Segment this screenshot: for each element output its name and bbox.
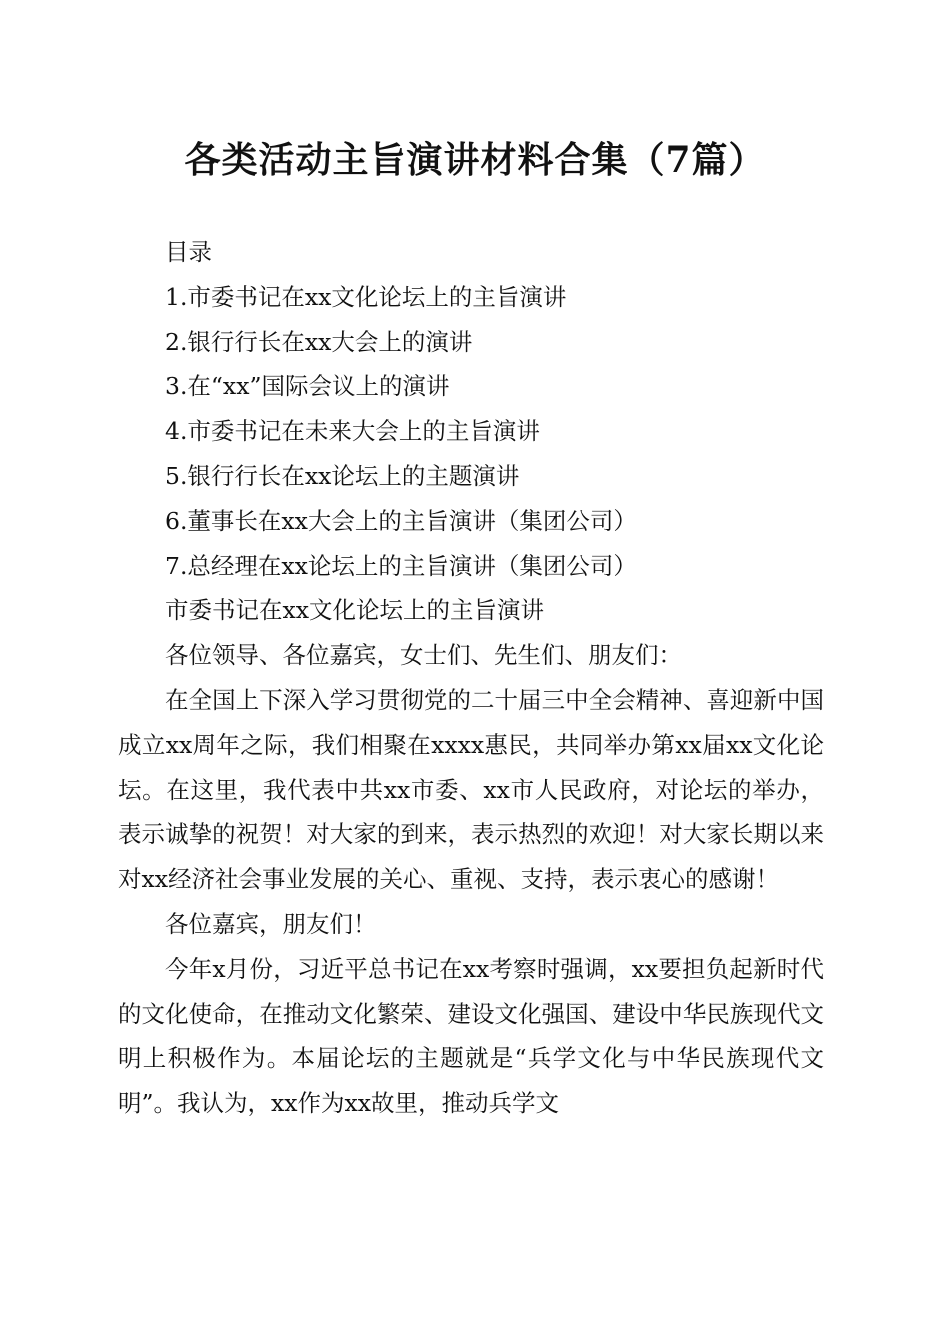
salutation-paragraph: 各位领导、各位嘉宾，女士们、先生们、朋友们：: [165, 641, 682, 670]
body-paragraph: 今年x月份，习近平总书记在xx考察时强调，xx要担负起新时代的文化使命，在推动文化繁荣、建设文化强国、建设中华民族现代文明上积极作为。本届论坛的主题就是“兵学文化与中华民族现代文明”。我认为，xx作为xx故里，推动兵学文: [118, 954, 824, 1118]
salutation-paragraph: 各位嘉宾，朋友们！: [165, 909, 377, 938]
section-title: 市委书记在xx文化论坛上的主旨演讲: [165, 596, 545, 625]
toc-item: 6.董事长在xx大会上的主旨演讲（集团公司）: [165, 506, 637, 535]
toc-item: 4.市委书记在未来大会上的主旨演讲: [165, 417, 540, 446]
toc-item: 5.银行行长在xx论坛上的主题演讲: [165, 461, 520, 490]
toc-item: 1.市委书记在xx文化论坛上的主旨演讲: [165, 282, 567, 311]
document-title: 各类活动主旨演讲材料合集（7篇）: [184, 139, 766, 181]
body-paragraph: 在全国上下深入学习贯彻党的二十届三中全会精神、喜迎新中国成立xx周年之际，我们相聚在xxxx惠民，共同举办第xx届xx文化论坛。在这里，我代表中共xx市委、xx市人民政府，对论坛的举办，表示诚挚的祝贺！对大家的到来，表示热烈的欢迎！对大家长期以来对xx经济社会事业发展的关心、重视、支持，表示衷心的感谢！: [118, 685, 824, 894]
toc-item: 2.银行行长在xx大会上的演讲: [165, 327, 473, 356]
toc-item: 7.总经理在xx论坛上的主旨演讲（集团公司）: [165, 551, 637, 580]
toc-heading: 目录: [165, 238, 212, 266]
toc-item: 3.在“xx”国际会议上的演讲: [165, 372, 450, 401]
document-body: [118, 230, 824, 1126]
